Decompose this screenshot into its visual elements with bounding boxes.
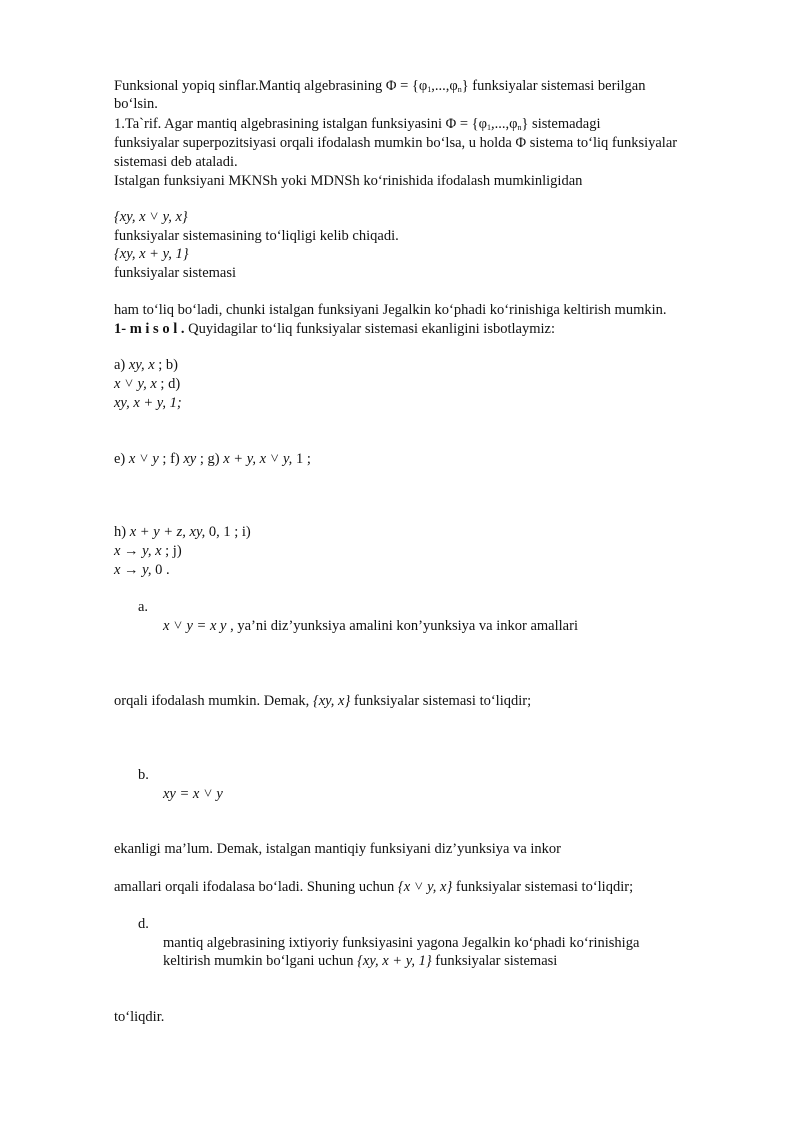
proof-b-formula: xy = x ˅ y [163, 786, 223, 802]
definition-line-3: sistemasi deb ataladi. [114, 154, 238, 170]
proof-d-conclusion: to‘liqdir. [114, 1009, 165, 1025]
example-heading: 1- m i s o l . Quyidagilar to‘liq funksiyalar sistemasi ekanligini isbotlaymiz: [114, 321, 555, 337]
proof-d-line-2: keltirish mumkin bo‘lgani uchun {xy, x + y, 1} funksiyalar sistemasi [163, 953, 558, 969]
proof-a-marker: a. [138, 599, 149, 615]
proof-b-line-1: ekanligi ma’lum. Demak, istalgan mantiqiy funksiyani diz’yunksiya va inkor [114, 841, 561, 857]
set-2-formula: {xy, x + y, 1} [114, 246, 189, 262]
paragraph-4: ham to‘liq bo‘ladi, chunki istalgan funksiyani Jegalkin ko‘phadi ko‘rinishiga keltirish mumkin. [114, 302, 667, 318]
definition-line-2: funksiyalar superpozitsiyasi orqali ifodalash mumkin bo‘lsa, u holda Φ sistema to‘liq funksiyalar [114, 135, 678, 151]
set-1-formula: {xy, x ˅ y, x} [114, 209, 188, 225]
set-1-caption: funksiyalar sistemasining to‘liqligi kelib chiqadi. [114, 228, 399, 244]
item-b: x ˅ y, x ; d) [114, 376, 181, 392]
set-2-caption: funksiyalar sistemasi [114, 265, 237, 281]
paragraph-1-line-1: Funksional yopiq sinflar.Mantiq algebrasining $\Phi = \{\varphi_1,...,\varphi_n\}$ funksiyalar sistemasi berilgan [114, 78, 646, 94]
proof-a-formula: x ˅ y = x y , ya’ni diz’yunksiya amalini kon’yunksiya va inkor amallari [163, 618, 578, 634]
item-d: xy, x + y, 1; [114, 395, 182, 411]
item-i: x → y, x ; j) [114, 543, 182, 559]
items-efg: e) x ˅ y ; f) xy ; g) x + y, x ˅ y, 1 ; [114, 451, 311, 467]
item-a: a) xy, x ; b) [114, 357, 179, 373]
paragraph-3: Istalgan funksiyani MKNSh yoki MDNSh ko‘rinishida ifodalash mumkinligidan [114, 173, 583, 189]
item-j: x → y, 0 . [114, 562, 170, 578]
proof-d-marker: d. [138, 916, 149, 932]
proof-b-marker: b. [138, 767, 149, 783]
items-hi: h) x + y + z, xy, 0, 1 ; i) [114, 524, 251, 540]
proof-d-line-1: mantiq algebrasining ixtiyoriy funksiyasini yagona Jegalkin ko‘phadi ko‘rinishiga [163, 935, 640, 951]
proof-a-conclusion: orqali ifodalash mumkin. Demak, {xy, x} funksiyalar sistemasi to‘liqdir; [114, 693, 532, 709]
definition-line-1: 1.Ta`rif. Agar mantiq algebrasining istalgan funksiyasini $\Phi = \{\varphi_1,...,\varphi_n\}$ sistemadagi [114, 116, 601, 132]
paragraph-1-line-2: bo‘lsin. [114, 96, 158, 112]
proof-b-line-2: amallari orqali ifodalasa bo‘ladi. Shuning uchun {x ˅ y, x} funksiyalar sistemasi to‘liqdir; [114, 879, 634, 895]
